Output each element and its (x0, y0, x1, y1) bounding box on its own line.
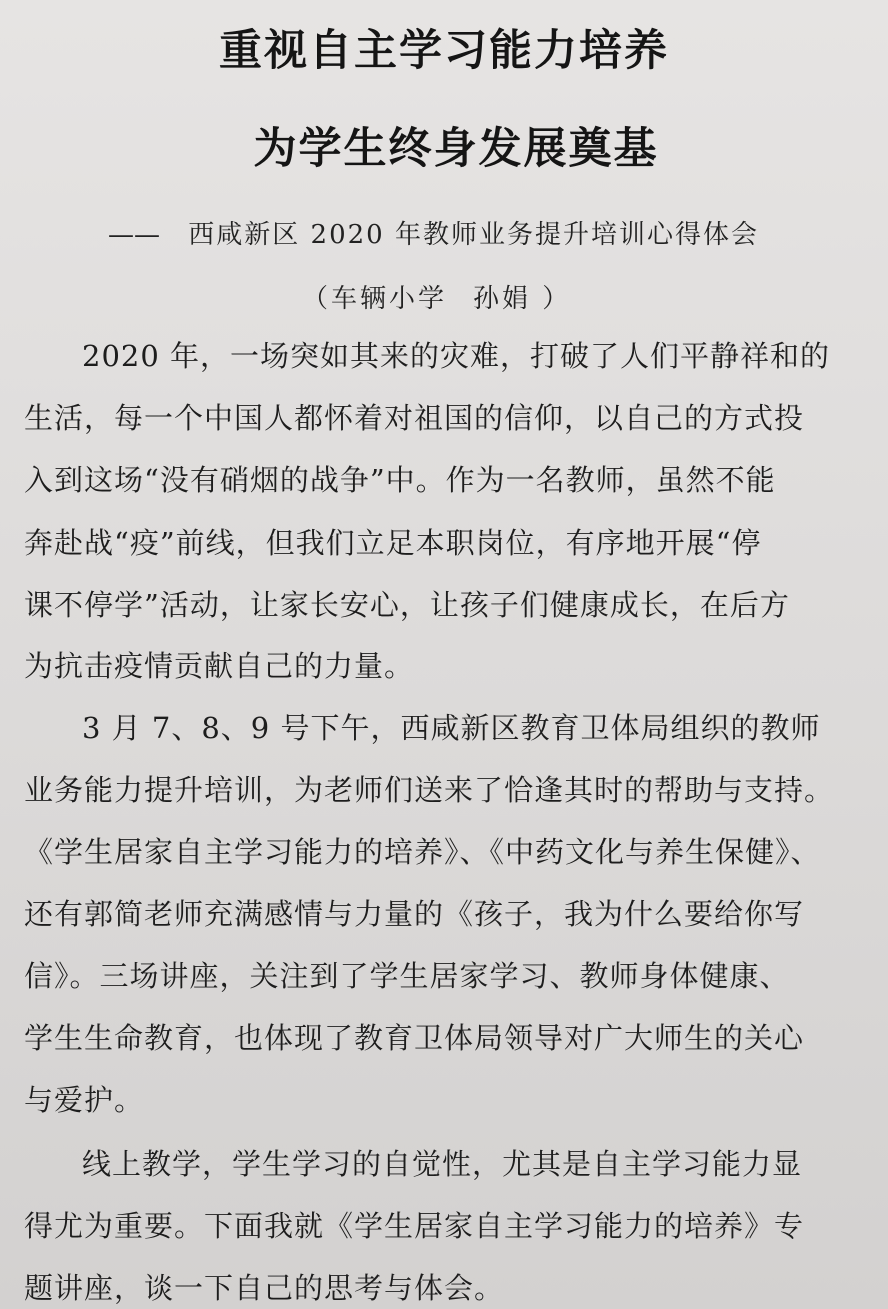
body-line: 信》。三场讲座，关注到了学生居家学习、教师身体健康、 (24, 959, 790, 993)
author-school: （车辆小学 (302, 284, 448, 314)
body-line: 入到这场“没有硝烟的战争”中。作为一名教师，虽然不能 (24, 463, 776, 497)
body-line: 为抗击疫情贡献自己的力量。 (24, 649, 415, 683)
body-line: 《学生居家自主学习能力的培养》、《中药文化与养生保健》、 (24, 835, 821, 869)
body-line: 业务能力提升培训，为老师们送来了恰逢其时的帮助与支持。 (24, 773, 835, 807)
body-line: 3 月 7、8、9 号下午，西咸新区教育卫体局组织的教师 (82, 711, 821, 745)
author-line (302, 278, 571, 315)
body-line: 2020 年，一场突如其来的灾难，打破了人们平静祥和的 (82, 339, 831, 373)
subtitle-text: 西咸新区 2020 年教师业务提升培训心得体会 (188, 220, 759, 250)
subtitle (108, 214, 759, 251)
title-line-1: 重视自主学习能力培养 (219, 26, 669, 76)
subtitle-dash: —— (108, 220, 160, 250)
body-line: 奔赴战“疫”前线，但我们立足本职岗位，有序地开展“停 (24, 526, 762, 560)
author-name: 孙娟 ） (473, 284, 572, 314)
body-line: 还有郭简老师充满感情与力量的《孩子，我为什么要给你写 (24, 897, 805, 931)
body-line: 学生生命教育，也体现了教育卫体局领导对广大师生的关心 (24, 1021, 805, 1055)
title-line-2: 为学生终身发展奠基 (253, 124, 659, 174)
body-line: 题讲座，谈一下自己的思考与体会。 (24, 1271, 505, 1305)
body-line: 与爱护。 (24, 1083, 145, 1117)
body-line: 课不停学”活动，让家长安心，让孩子们健康成长，在后方 (24, 588, 790, 622)
body-line: 生活，每一个中国人都怀着对祖国的信仰，以自己的方式投 (24, 401, 805, 435)
body-line: 线上教学，学生学习的自觉性，尤其是自主学习能力显 (82, 1147, 803, 1181)
body-line: 得尤为重要。下面我就《学生居家自主学习能力的培养》专 (24, 1209, 805, 1243)
